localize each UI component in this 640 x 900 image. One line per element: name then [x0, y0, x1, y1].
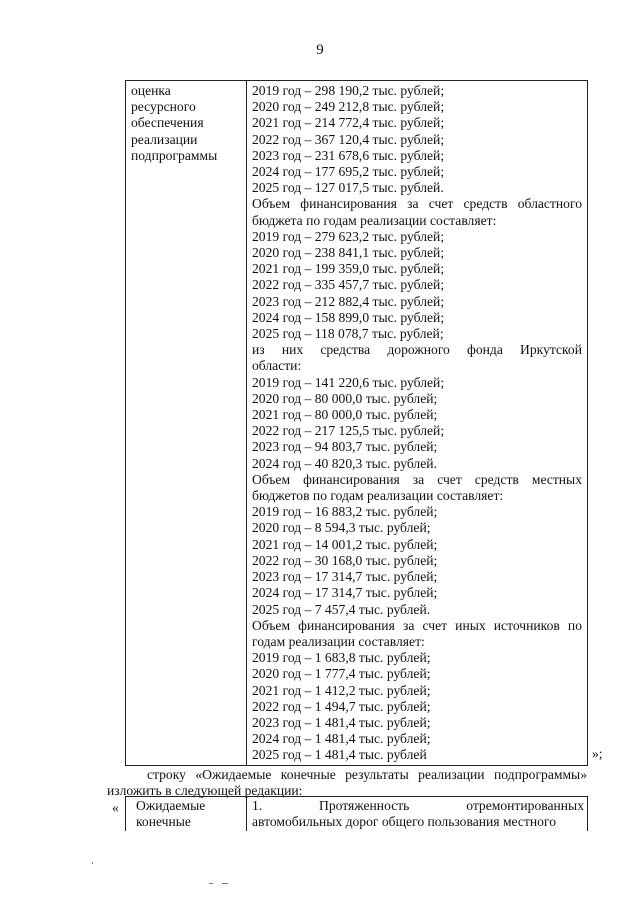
- scan-speck: [92, 862, 93, 864]
- column-divider: [246, 81, 247, 765]
- funding-line: 2024 год – 177 695,2 тыс. рублей;: [252, 164, 445, 180]
- results-label-cell: [136, 798, 205, 830]
- instruction-paragraph: [107, 767, 587, 799]
- funding-line: 2022 год – 1 494,7 тыс. рублей;: [252, 698, 431, 714]
- row-label-cell: [131, 83, 243, 164]
- funding-line: 2020 год – 238 841,1 тыс. рублей;: [252, 245, 445, 261]
- funding-line: 2025 год – 7 457,4 тыс. рублей.: [252, 601, 431, 617]
- funding-line: 2023 год – 231 678,6 тыс. рублей;: [252, 147, 445, 163]
- instruction-line-1: строку «Ожидаемые конечные результаты реализации подпрограммы»: [147, 767, 587, 782]
- funding-line: 2023 год – 212 882,4 тыс. рублей;: [252, 293, 445, 309]
- results-value-cell: [252, 798, 584, 830]
- funding-line: 2019 год – 16 883,2 тыс. рублей;: [252, 504, 438, 520]
- funding-line: 2024 год – 1 481,4 тыс. рублей;: [252, 731, 431, 747]
- funding-table: [125, 80, 588, 766]
- funding-line: 2022 год – 217 125,5 тыс. рублей;: [252, 423, 445, 439]
- funding-line: 2020 год – 80 000,0 тыс. рублей;: [252, 390, 438, 406]
- funding-line: 2020 год – 1 777,4 тыс. рублей;: [252, 666, 431, 682]
- funding-line: 2019 год – 1 683,8 тыс. рублей;: [252, 650, 431, 666]
- funding-line: 2023 год – 94 803,7 тыс. рублей;: [252, 439, 438, 455]
- funding-line: 2020 год – 249 212,8 тыс. рублей;: [252, 99, 445, 115]
- closing-quote: »;: [592, 746, 603, 761]
- opening-quote: «: [112, 800, 119, 815]
- funding-line: бюджета по годам реализации составляет:: [252, 212, 497, 228]
- instruction-line-2: изложить в следующей редакции:: [107, 783, 303, 798]
- funding-line: 2021 год – 1 412,2 тыс. рублей;: [252, 682, 431, 698]
- funding-line: 2025 год – 127 017,5 тыс. рублей.: [252, 180, 444, 196]
- funding-line: бюджетов по годам реализации составляет:: [252, 488, 504, 504]
- funding-line: 2025 год – 1 481,4 тыс. рублей: [252, 747, 427, 763]
- funding-line: 2023 год – 1 481,4 тыс. рублей;: [252, 714, 431, 730]
- funding-line: 2022 год – 30 168,0 тыс. рублей;: [252, 552, 438, 568]
- funding-line: 2022 год – 367 120,4 тыс. рублей;: [252, 131, 445, 147]
- funding-line: Объем финансирования за счет средств областного: [252, 196, 582, 212]
- funding-details-cell: [252, 83, 582, 764]
- label-line: подпрограммы: [131, 147, 218, 163]
- funding-line: 2025 год – 118 078,7 тыс. рублей;: [252, 326, 444, 342]
- funding-line: области:: [252, 358, 302, 374]
- scan-speck: [222, 883, 228, 884]
- funding-line: 2020 год – 8 594,3 тыс. рублей;: [252, 520, 431, 536]
- funding-line: 2019 год – 141 220,6 тыс. рублей;: [252, 374, 445, 390]
- results-table: [125, 796, 588, 831]
- label-line: Ожидаемые: [136, 798, 206, 813]
- funding-line: 2021 год – 199 359,0 тыс. рублей;: [252, 261, 445, 277]
- funding-line: 2019 год – 298 190,2 тыс. рублей;: [252, 83, 445, 98]
- funding-line: 2021 год – 14 001,2 тыс. рублей;: [252, 536, 438, 552]
- funding-line: 2022 год – 335 457,7 тыс. рублей;: [252, 277, 445, 293]
- funding-line: из них средства дорожного фонда Иркутской: [252, 342, 582, 358]
- page-number: 9: [316, 42, 324, 58]
- label-line: оценка: [131, 83, 171, 98]
- results-line-2: автомобильных дорог общего пользования местного: [252, 814, 557, 829]
- column-divider: [246, 797, 247, 831]
- label-line: ресурсного: [131, 99, 196, 115]
- label-line: обеспечения: [131, 115, 204, 131]
- funding-line: 2024 год – 17 314,7 тыс. рублей;: [252, 585, 438, 601]
- funding-line: 2019 год – 279 623,2 тыс. рублей;: [252, 228, 445, 244]
- funding-line: 2021 год – 214 772,4 тыс. рублей;: [252, 115, 445, 131]
- funding-line: Объем финансирования за счет иных источников по: [252, 617, 582, 633]
- funding-line: 2021 год – 80 000,0 тыс. рублей;: [252, 407, 438, 423]
- funding-line: 2024 год – 158 899,0 тыс. рублей;: [252, 309, 445, 325]
- label-line: конечные: [136, 814, 191, 829]
- label-line: реализации: [131, 131, 198, 147]
- funding-line: годам реализации составляет:: [252, 633, 425, 649]
- scan-speck: [209, 883, 213, 884]
- funding-line: 2024 год – 40 820,3 тыс. рублей.: [252, 455, 437, 471]
- funding-line: 2023 год – 17 314,7 тыс. рублей;: [252, 569, 438, 585]
- funding-line: Объем финансирования за счет средств местных: [252, 471, 582, 487]
- results-line-1: 1. Протяженность отремонтированных: [252, 798, 584, 813]
